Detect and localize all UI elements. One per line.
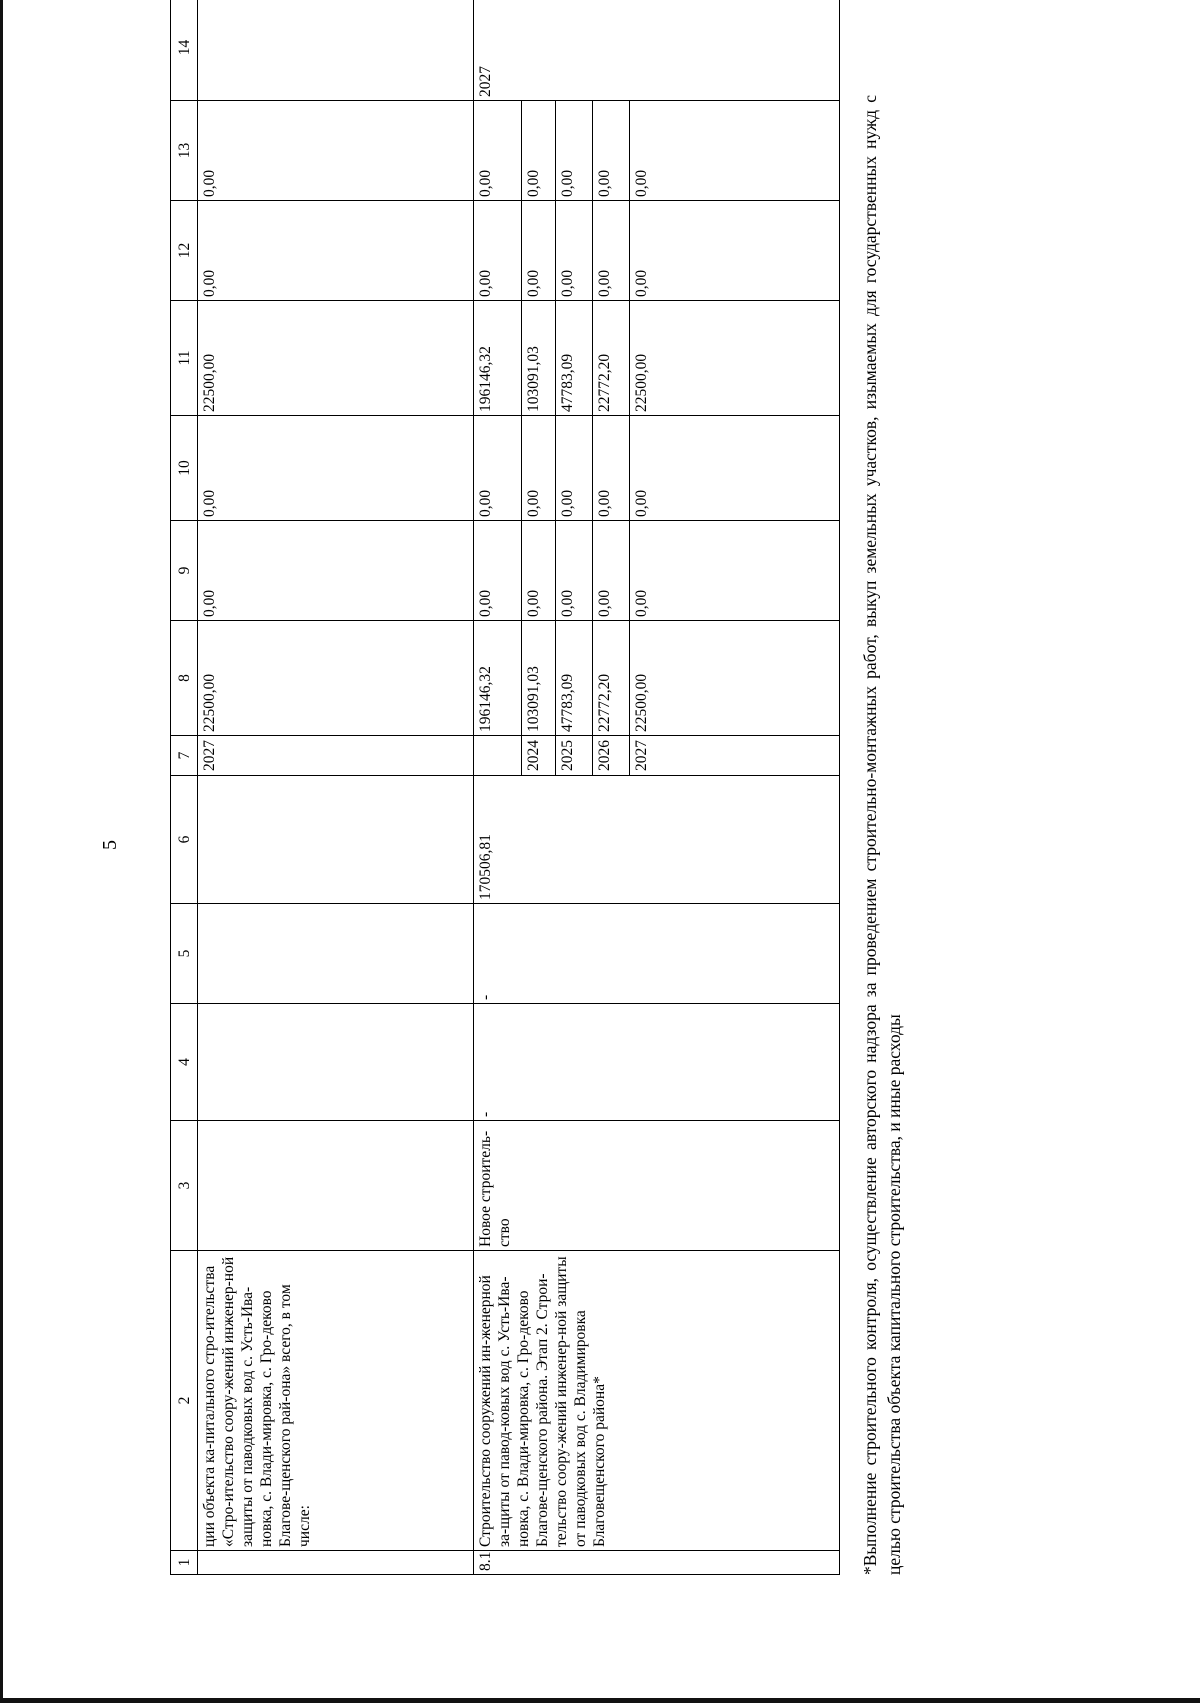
cell-empty (198, 776, 474, 904)
cell-value: 0,00 (593, 521, 630, 621)
header-col-11: 11 (171, 301, 198, 416)
cell-value: 103091,03 (522, 301, 556, 416)
cell-value: 22500,00 (198, 621, 474, 736)
header-col-5: 5 (171, 904, 198, 1004)
cell-empty (198, 0, 474, 101)
scan-border-bottom (0, 1698, 1200, 1703)
cell-value: 0,00 (198, 101, 474, 201)
cell-empty (198, 1121, 474, 1251)
header-col-8: 8 (171, 621, 198, 736)
cell-value: 0,00 (474, 201, 522, 301)
cell-value: 0,00 (474, 521, 522, 621)
cell-year: 2024 (522, 736, 556, 776)
table-row (474, 0, 522, 1575)
cell-value: 0,00 (593, 101, 630, 201)
footnote: *Выполнение строительного контроля, осуществление авторского надзора за проведением строительно-монтажных работ, выкуп земельных участков, изымаемых для государственных нужд с целью строительства объекта капитального строительства, и иные расходы (860, 95, 904, 1575)
cell-year: 2027 (198, 736, 474, 776)
scan-border-left (0, 0, 3, 1703)
header-col-12: 12 (171, 201, 198, 301)
cell-value: 22500,00 (198, 301, 474, 416)
header-col-4: 4 (171, 1004, 198, 1121)
cell-col4: - (474, 1004, 840, 1121)
table-row (198, 0, 474, 1575)
cell-value: 47783,09 (556, 301, 593, 416)
cell-value: 0,00 (522, 101, 556, 201)
page-number: 5 (99, 840, 121, 850)
cell-value: 196146,32 (474, 301, 522, 416)
cell-year (474, 736, 522, 776)
cell-value: 0,00 (198, 416, 474, 521)
cell-value: 0,00 (630, 521, 840, 621)
cell-value: 22500,00 (630, 621, 840, 736)
cell-value: 0,00 (556, 201, 593, 301)
cell-completion-year: 2027 (474, 0, 840, 101)
cell-value: 0,00 (522, 201, 556, 301)
header-col-9: 9 (171, 521, 198, 621)
cell-value: 22772,20 (593, 621, 630, 736)
cell-empty (198, 1004, 474, 1121)
cell-value: 0,00 (556, 416, 593, 521)
cell-value: 0,00 (198, 521, 474, 621)
cell-empty (198, 904, 474, 1004)
cell-value: 22772,20 (593, 301, 630, 416)
cell-estimated-cost: 170506,81 (474, 776, 840, 904)
cell-value: 0,00 (593, 416, 630, 521)
column-number-row (171, 0, 198, 1575)
cell-value: 0,00 (198, 201, 474, 301)
header-col-6: 6 (171, 776, 198, 904)
cell-value: 0,00 (556, 521, 593, 621)
cell-value: 0,00 (630, 101, 840, 201)
cell-object-name: Строительство сооружений ин-женерной за-щиты от павод-ковых вод с. Усть-Ива-новка, с. Влади-мировка, с. Гро-деково Благове-щенского района. Этап 2. Строи-тельство соору-жений инженер-ной защиты от паводковых вод с. Владимировка Благовещенского района* (474, 1251, 840, 1551)
header-col-10: 10 (171, 416, 198, 521)
header-col-2: 2 (171, 1251, 198, 1551)
cell-value: 0,00 (556, 101, 593, 201)
cell-value: 0,00 (522, 521, 556, 621)
cell-value: 0,00 (522, 416, 556, 521)
cell-number: 8.1 (474, 1551, 840, 1575)
cell-number (198, 1551, 474, 1575)
cell-value: 47783,09 (556, 621, 593, 736)
cell-col5: - (474, 904, 840, 1004)
cell-value: 22500,00 (630, 301, 840, 416)
header-col-1: 1 (171, 1551, 198, 1575)
rotated-page-content (170, 39, 950, 1575)
cell-value: 0,00 (630, 201, 840, 301)
header-col-7: 7 (171, 736, 198, 776)
cell-year: 2026 (593, 736, 630, 776)
cell-value: 0,00 (474, 416, 522, 521)
cell-year: 2027 (630, 736, 840, 776)
cell-object-name-continued: ции объекта ка-питального стро-ительства «Стро-ительство соору-жений инженер-ной защиты от паводковых вод с. Усть-Ива-новка, с. Влади-мировка, с. Гро-деково Благове-щенского рай-она» всего, в том числе: (198, 1251, 474, 1551)
investment-table (170, 0, 840, 1575)
cell-value: 0,00 (630, 416, 840, 521)
cell-work-type: Новое строитель-ство (474, 1121, 840, 1251)
header-col-14: 14 (171, 0, 198, 101)
header-col-13: 13 (171, 101, 198, 201)
cell-value: 196146,32 (474, 621, 522, 736)
cell-value: 0,00 (593, 201, 630, 301)
cell-value: 103091,03 (522, 621, 556, 736)
cell-year: 2025 (556, 736, 593, 776)
header-col-3: 3 (171, 1121, 198, 1251)
cell-value: 0,00 (474, 101, 522, 201)
